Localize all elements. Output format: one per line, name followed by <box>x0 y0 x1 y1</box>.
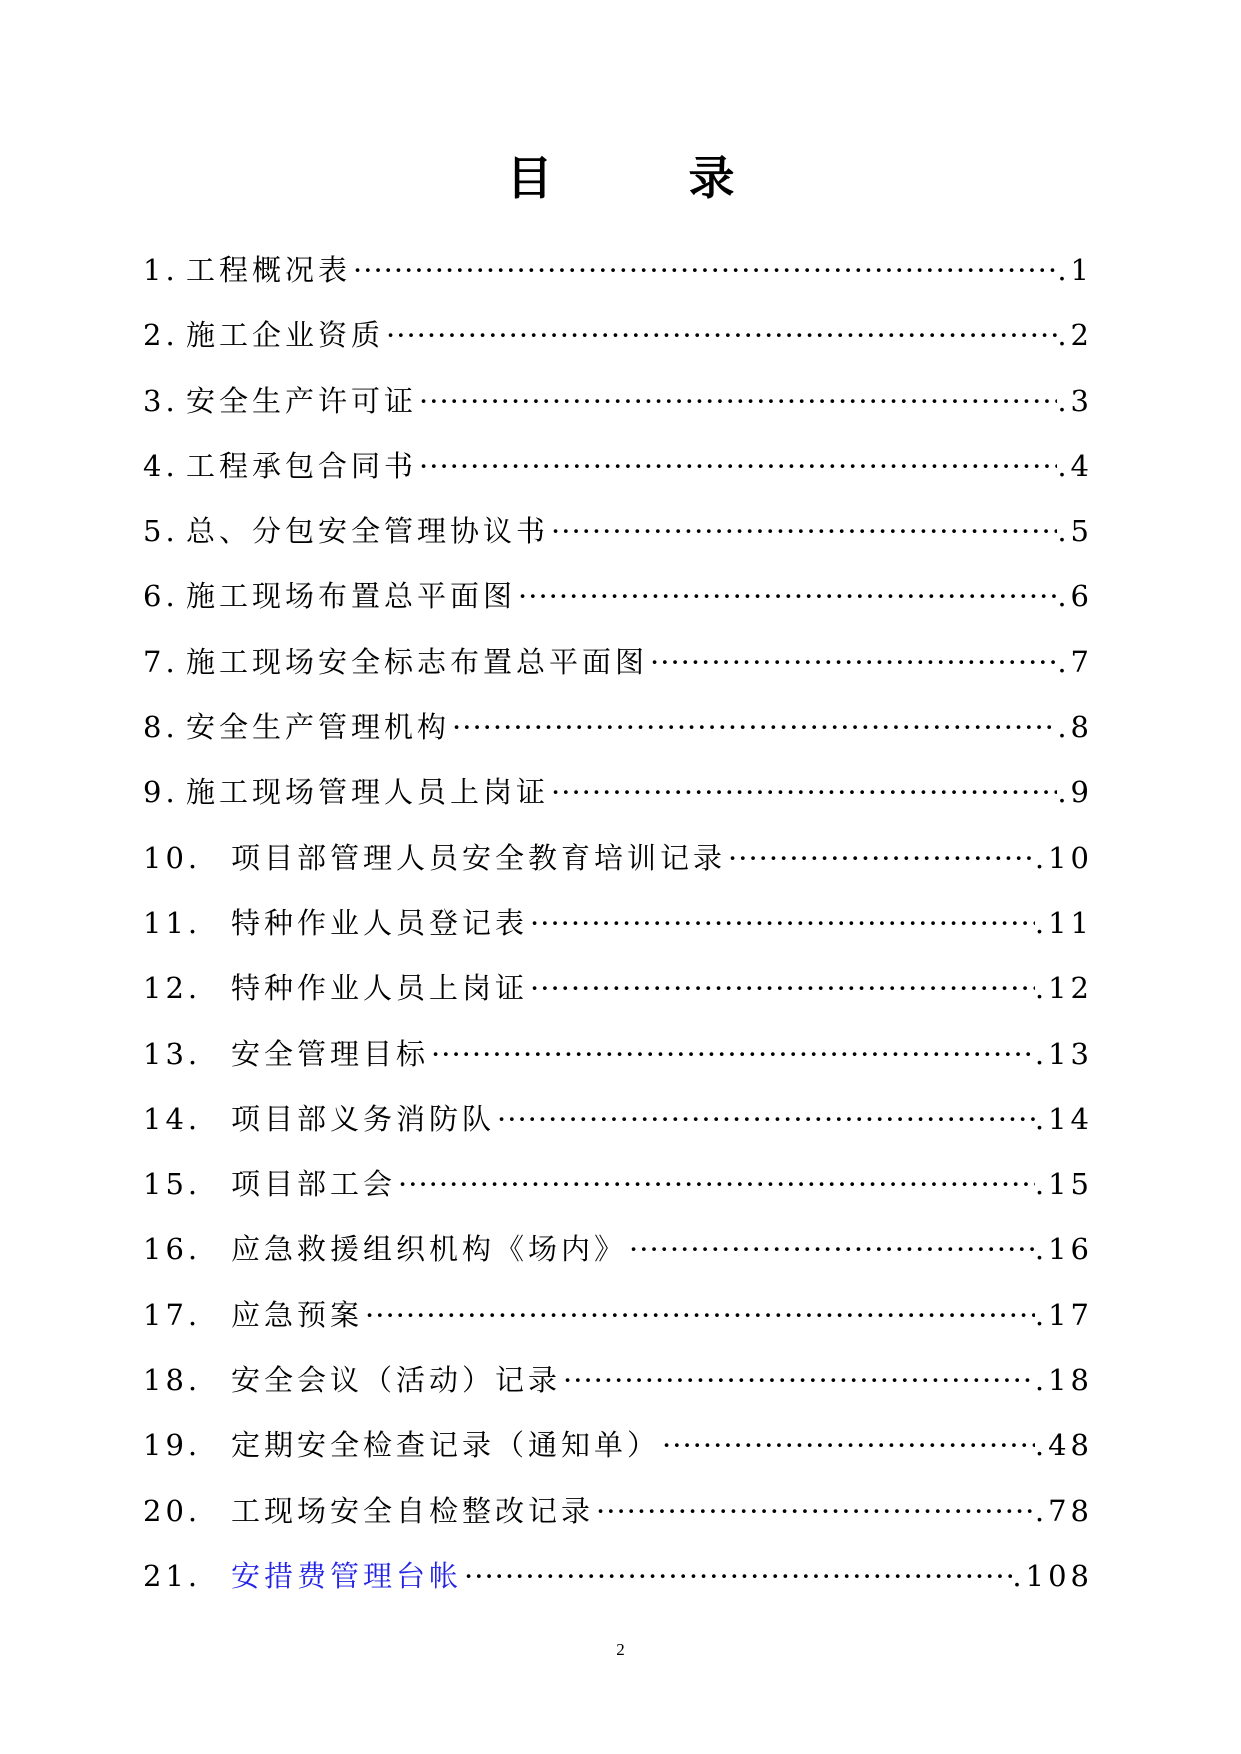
toc-dot-leader <box>549 511 1057 551</box>
toc-entry-page: .9 <box>1057 775 1093 810</box>
toc-entry <box>143 707 1093 772</box>
toc-entry-title: 安全生产许可证 <box>186 383 418 418</box>
toc-entry-page: .12 <box>1034 971 1093 1006</box>
toc-entry-title: 工程概况表 <box>186 253 352 287</box>
toc-entry-title: 安全管理目标 <box>231 1036 430 1071</box>
toc-entry-number: 17. <box>143 1297 202 1332</box>
toc-entry-page: .4 <box>1057 448 1093 483</box>
toc-dot-leader <box>384 315 1057 355</box>
toc-entry-page: .78 <box>1034 1493 1093 1528</box>
toc-entry-title: 应急预案 <box>231 1297 364 1332</box>
toc-entry <box>143 381 1093 446</box>
toc-entry-link[interactable]: 安措费管理台帐 <box>231 1558 463 1593</box>
toc-dot-leader <box>495 1099 1035 1139</box>
toc-entry-page: .5 <box>1057 514 1093 549</box>
toc-entry-page: .15 <box>1034 1167 1093 1202</box>
toc-entry-title: 项目部管理人员安全教育培训记录 <box>231 840 727 875</box>
toc-dot-leader <box>648 642 1057 682</box>
toc-entry-page: .7 <box>1057 644 1093 679</box>
toc-entry-title: 工现场安全自检整改记录 <box>231 1493 595 1528</box>
toc-entry <box>143 1360 1093 1425</box>
toc-entry-number: 11. <box>143 905 202 940</box>
toc-entry-number: 10. <box>143 840 202 875</box>
toc-dot-leader <box>396 1164 1035 1204</box>
toc-entry <box>143 446 1093 511</box>
toc-dot-leader <box>594 1491 1035 1531</box>
toc-entry-title: 项目部义务消防队 <box>231 1101 496 1136</box>
toc-entry <box>143 250 1093 315</box>
toc-entry-page: .13 <box>1034 1036 1093 1071</box>
toc-entry <box>143 1099 1093 1164</box>
toc-dot-leader <box>561 1360 1035 1400</box>
toc-dot-leader <box>627 1229 1035 1269</box>
toc-entry-title: 项目部工会 <box>231 1167 397 1202</box>
toc-entry-page: .48 <box>1034 1428 1093 1463</box>
toc-dot-leader <box>417 446 1057 486</box>
toc-entry <box>143 1164 1093 1229</box>
toc-entry <box>143 1034 1093 1099</box>
toc-entry-number: 12. <box>143 971 202 1006</box>
toc-entry-page: .17 <box>1034 1297 1093 1332</box>
toc-entry-number: 7. <box>143 644 179 679</box>
toc-entry <box>143 968 1093 1033</box>
toc-entry-title: 定期安全检查记录（通知单） <box>231 1428 661 1463</box>
page-number: 2 <box>616 1640 625 1659</box>
toc-entry-number: 9. <box>143 775 179 810</box>
toc-entry-number: 14. <box>143 1101 202 1136</box>
toc-entry-number: 21. <box>143 1558 202 1593</box>
toc-dot-leader <box>351 250 1057 290</box>
toc-entry-title: 应急救援组织机构《场内》 <box>231 1232 628 1267</box>
toc-dot-leader <box>363 1295 1035 1335</box>
toc-entry-page: .18 <box>1034 1363 1093 1398</box>
toc-dot-leader <box>450 707 1057 747</box>
toc-dot-leader <box>528 968 1035 1008</box>
toc-entry-page: .14 <box>1034 1101 1093 1136</box>
toc-entry-page: .6 <box>1057 579 1093 614</box>
toc-dot-leader <box>549 772 1057 812</box>
toc-entry-page: .1 <box>1057 253 1093 287</box>
toc-entry-number: 5. <box>143 514 179 549</box>
page-title: 目 录 <box>506 151 795 205</box>
toc-dot-leader <box>660 1425 1035 1465</box>
toc-entry <box>143 576 1093 641</box>
toc-entry <box>143 772 1093 837</box>
toc-dot-leader <box>462 1556 1012 1596</box>
toc-entry-number: 16. <box>143 1232 202 1267</box>
toc-entry-title: 施工企业资质 <box>186 318 385 353</box>
toc-entry-title: 安全会议（活动）记录 <box>231 1363 562 1398</box>
toc-entry <box>143 1229 1093 1294</box>
toc-entry-title: 工程承包合同书 <box>186 448 418 483</box>
toc-entry-number: 15. <box>143 1167 202 1202</box>
toc-entry <box>143 1425 1093 1490</box>
toc-entry <box>143 511 1093 576</box>
toc-entry-number: 1. <box>143 253 179 287</box>
toc-entry-title: 施工现场安全标志布置总平面图 <box>186 644 649 679</box>
toc-dot-leader <box>429 1034 1035 1074</box>
toc-entry-number: 13. <box>143 1036 202 1071</box>
toc-entry-number: 4. <box>143 448 179 483</box>
toc-entry-number: 3. <box>143 383 179 418</box>
toc-entry[interactable] <box>143 1556 1093 1621</box>
toc-entry-title: 总、分包安全管理协议书 <box>186 514 550 549</box>
toc-entry-number: 2. <box>143 318 179 353</box>
toc-entry-page: .11 <box>1034 905 1093 940</box>
toc-entry-number: 19. <box>143 1428 202 1463</box>
toc-dot-leader <box>516 576 1057 616</box>
toc-entry-title: 特种作业人员登记表 <box>231 905 529 940</box>
toc-entry-title: 特种作业人员上岗证 <box>231 971 529 1006</box>
toc-dot-leader <box>726 838 1035 878</box>
toc-entry-page: .8 <box>1057 710 1093 745</box>
toc-entry-title: 施工现场布置总平面图 <box>186 579 517 614</box>
toc-dot-leader <box>528 903 1035 943</box>
toc-entry-page: .16 <box>1034 1232 1093 1267</box>
toc-entry-page: .108 <box>1012 1558 1093 1593</box>
toc-entry-page: .3 <box>1057 383 1093 418</box>
toc-dot-leader <box>417 381 1057 421</box>
toc-entry <box>143 1491 1093 1556</box>
toc-entry-page: .10 <box>1034 840 1093 875</box>
toc-entry-title: 施工现场管理人员上岗证 <box>186 775 550 810</box>
table-of-contents <box>143 250 1093 1621</box>
toc-entry <box>143 903 1093 968</box>
toc-entry-title: 安全生产管理机构 <box>186 710 451 745</box>
toc-entry <box>143 838 1093 903</box>
toc-entry <box>143 315 1093 380</box>
toc-entry-number: 18. <box>143 1363 202 1398</box>
toc-entry-number: 8. <box>143 710 179 745</box>
toc-entry <box>143 1295 1093 1360</box>
toc-entry-number: 20. <box>143 1493 202 1528</box>
toc-entry <box>143 642 1093 707</box>
toc-entry-number: 6. <box>143 579 179 614</box>
toc-entry-page: .2 <box>1057 318 1093 353</box>
